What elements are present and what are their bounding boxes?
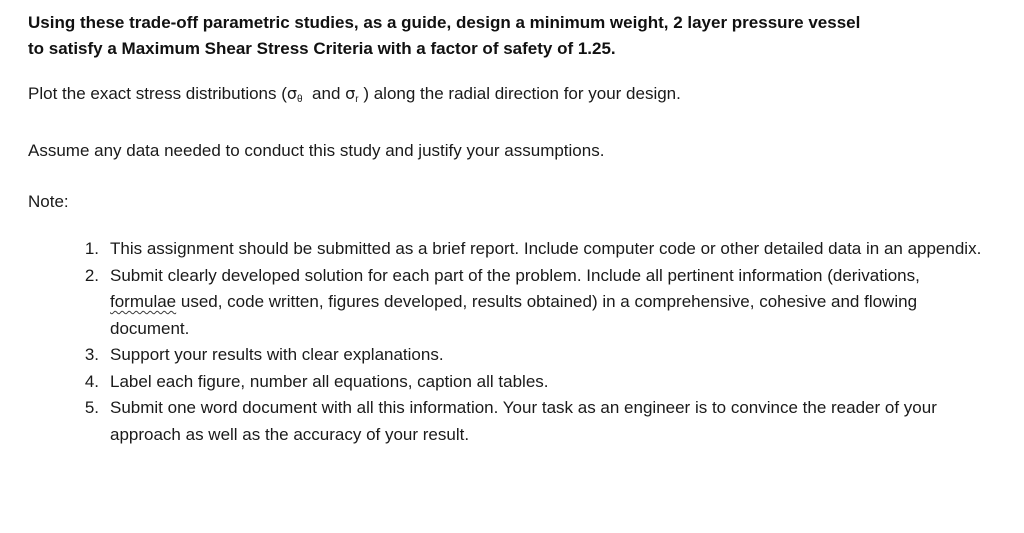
list-item-text xyxy=(99,263,988,343)
list-item-text-end: used, code written, figures developed, results obtained) in a comprehensive, cohesive and flowing document. xyxy=(110,292,918,338)
list-item-text: This assignment should be submitted as a brief report. Include computer code or other detailed data in an appendix. xyxy=(110,239,982,258)
list-item-text: Support your results with clear explanations. xyxy=(110,345,444,364)
heading-line-1: Using these trade-off parametric studies, as a guide, design a minimum weight, 2 layer pressure vessel xyxy=(28,13,861,32)
assignment-heading xyxy=(28,10,988,62)
list-item xyxy=(28,342,988,369)
list-item-number: 5. xyxy=(84,398,99,417)
sigma-theta-symbol: σ xyxy=(286,84,298,103)
list-item-text-start: Submit clearly developed solution for each part of the problem. Include all pertinent information (derivations, xyxy=(110,265,920,285)
plot-instruction-and: and xyxy=(302,84,346,103)
sigma-r-symbol: σ xyxy=(345,84,356,103)
plot-instruction-text-end: ) along the radial direction for your design. xyxy=(358,84,681,103)
r-subscript: r xyxy=(355,94,359,105)
assumption-paragraph: Assume any data needed to conduct this study and justify your assumptions. xyxy=(28,141,605,160)
plot-instruction-text-start: Plot the exact stress distributions ( xyxy=(28,84,287,103)
document-page xyxy=(28,10,988,448)
list-item-text: Label each figure, number all equations, caption all tables. xyxy=(110,371,549,391)
heading-line-2: to satisfy a Maximum Shear Stress Criteria with a factor of safety of 1.25. xyxy=(28,39,616,58)
list-item-number: 1. xyxy=(84,239,99,258)
notes-list xyxy=(28,236,988,448)
list-item-number: 2. xyxy=(84,265,99,285)
list-item xyxy=(28,369,988,396)
list-item xyxy=(28,236,988,263)
list-item xyxy=(28,263,988,343)
list-item-text: Submit one word document with all this information. Your task as an engineer is to convince the reader of your approach as well as the accuracy of your result. xyxy=(110,398,937,444)
plot-instruction xyxy=(28,82,988,112)
list-item-number: 3. xyxy=(84,345,99,364)
note-label: Note: xyxy=(28,192,69,211)
theta-subscript: θ xyxy=(297,94,303,105)
list-item-number: 4. xyxy=(84,371,99,391)
list-item xyxy=(28,395,988,448)
spellcheck-marked-word: formulae xyxy=(110,292,177,311)
